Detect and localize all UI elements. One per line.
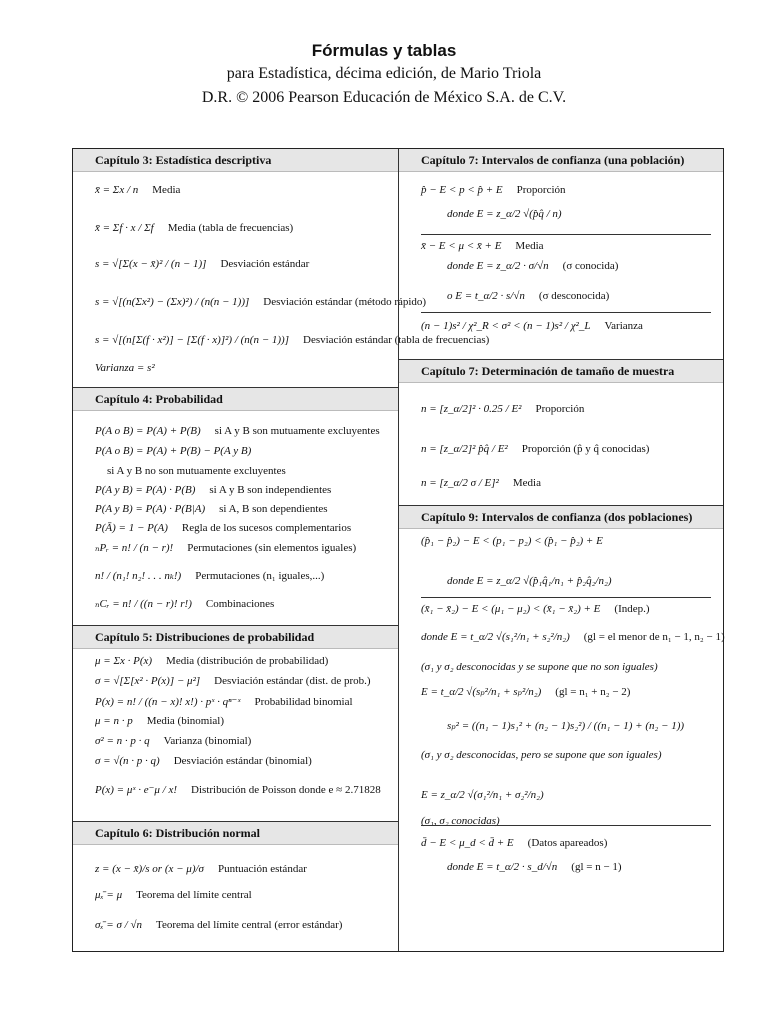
formula-label: si A, B son dependientes <box>219 503 328 515</box>
formula-line <box>95 675 392 687</box>
copyright-line: D.R. © 2006 Pearson Educación de México S.A. de C.V. <box>201 89 567 106</box>
formula-label: si A y B son mutuamente excluyentes <box>214 425 380 437</box>
formula-line <box>421 789 717 801</box>
formula-line <box>447 861 717 873</box>
formula-line <box>421 184 717 196</box>
formula-expression: σ = √(n · p · q) <box>95 755 160 767</box>
divider-rule <box>421 312 711 313</box>
divider-rule <box>421 234 711 235</box>
formula-label: Probabilidad binomial <box>254 696 353 708</box>
formula-expression: P(x) = μˣ · e⁻μ / x! <box>95 784 178 796</box>
formula-expression: P(x) = n! / ((n − x)! x!) · pˣ · qⁿ⁻ˣ <box>95 696 241 708</box>
formula-expression: o E = t_α/2 · s/√n <box>447 290 525 302</box>
formula-label: Desviación estándar (dist. de prob.) <box>214 675 371 687</box>
right-section-1 <box>399 149 723 332</box>
formula-expression: x̄ − E < μ < x̄ + E <box>421 240 502 252</box>
divider-rule <box>421 597 711 598</box>
formula-line <box>421 403 717 415</box>
formula-expression: donde E = t_α/2 √(s₁²/n₁ + s₂²/n₂) <box>421 631 570 643</box>
formula-label: Desviación estándar <box>220 258 310 270</box>
formula-line <box>95 919 392 931</box>
section-heading: Capítulo 6: Distribución normal <box>73 821 398 845</box>
formula-line <box>421 535 717 547</box>
section-heading: Capítulo 7: Intervalos de confianza (una población) <box>399 149 723 172</box>
formula-expression: E = z_α/2 √(σ₁²/n₁ + σ₂²/n₂) <box>421 789 544 801</box>
formula-expression: donde E = z_α/2 · σ/√n <box>447 260 549 272</box>
formula-line <box>447 260 717 272</box>
formula-line <box>421 603 717 615</box>
left-section-2 <box>73 387 398 610</box>
formula-line <box>95 425 392 437</box>
formula-line <box>447 575 717 587</box>
formula-label: (gl = n − 1) <box>571 861 622 873</box>
formula-expression: P(A o B) = P(A) + P(B) − P(A y B) <box>95 445 252 457</box>
formula-expression: donde E = z_α/2 √(p̂₁q̂₁/n₁ + p̂₂q̂₂/n₂) <box>447 575 612 587</box>
formula-line <box>421 661 717 673</box>
formula-line <box>421 320 717 332</box>
formula-expression: σ² = n · p · q <box>95 735 150 747</box>
document-header <box>0 40 768 110</box>
formula-label: (Indep.) <box>614 603 650 615</box>
formula-label: Proporción <box>535 403 585 415</box>
formula-label: Desviación estándar (binomial) <box>173 755 312 767</box>
formula-label: Desviación estándar (método rápido) <box>263 296 427 308</box>
formula-expression: P(A y B) = P(A) · P(B|A) <box>95 503 206 515</box>
right-section-2 <box>399 359 723 489</box>
formula-expression: s = √[(n(Σx²) − (Σx)²) / (n(n − 1))] <box>95 296 250 308</box>
formula-label: Teorema del límite central <box>136 889 252 901</box>
formula-label: Media (tabla de frecuencias) <box>167 222 294 234</box>
formula-label: Puntuación estándar <box>217 863 307 875</box>
formula-expression: z = (x − x̄)/s or (x − μ)/σ <box>95 863 204 875</box>
formula-expression: E = t_α/2 √(sₚ²/n₁ + sₚ²/n₂) <box>421 686 542 698</box>
formula-sheet-frame <box>72 148 724 952</box>
formula-label: Desviación estándar (tabla de frecuencias) <box>303 334 490 346</box>
formula-line <box>95 715 392 727</box>
formula-line <box>95 755 392 767</box>
formula-expression: (p̂₁ − p̂₂) − E < (p₁ − p₂) < (p̂₁ − p̂₂) + E <box>421 535 603 547</box>
section-heading: Capítulo 4: Probabilidad <box>73 387 398 411</box>
formula-label: (Datos apareados) <box>527 837 608 849</box>
document-title: Fórmulas y tablas <box>311 41 457 60</box>
formula-expression: n = [z_α/2 σ / E]² <box>421 477 499 489</box>
formula-expression: (σ₁, σ₂ conocidas) <box>421 815 500 827</box>
formula-label: Varianza (binomial) <box>163 735 252 747</box>
formula-line <box>95 863 392 875</box>
formula-line <box>421 749 717 761</box>
formula-expression: n = [z_α/2]² p̂q̂ / E² <box>421 443 508 455</box>
right-column <box>399 149 723 951</box>
formula-line <box>447 719 717 732</box>
formula-line <box>95 362 392 374</box>
formula-expression: x̄ = Σx / n <box>95 184 139 196</box>
formula-label: Combinaciones <box>205 598 275 610</box>
formula-line <box>421 477 717 489</box>
formula-label: Teorema del límite central (error estándar) <box>156 919 343 931</box>
formula-label: Permutaciones (sin elementos iguales) <box>187 542 357 554</box>
formula-expression: P(A o B) = P(A) + P(B) <box>95 425 201 437</box>
formula-expression: donde E = z_α/2 √(p̂q̂ / n) <box>447 208 562 220</box>
formula-expression: (n − 1)s² / χ²_R < σ² < (n − 1)s² / χ²_L <box>421 320 591 332</box>
formula-label: Proporción (p̂ y q̂ conocidas) <box>521 443 650 455</box>
formula-label: Media (distribución de probabilidad) <box>166 655 329 667</box>
formula-expression: ₙCᵣ = n! / ((n − r)! r!) <box>95 598 192 610</box>
formula-expression: sₚ² = ((n₁ − 1)s₁² + (n₂ − 1)s₂²) / ((n₁ − 1) + (n₂ − 1)) <box>447 720 685 732</box>
left-section-4 <box>73 821 398 931</box>
formula-label: Distribución de Poisson donde e ≈ 2.71828 <box>191 784 381 796</box>
formula-line <box>95 597 392 610</box>
formula-label: (σ desconocida) <box>538 290 610 302</box>
formula-label: Media (binomial) <box>146 715 224 727</box>
formula-line <box>95 569 392 582</box>
formula-expression: P(Ā) = 1 − P(A) <box>95 522 168 534</box>
formula-expression: σ = √[Σ[x² · P(x)] − μ²] <box>95 675 201 687</box>
formula-expression: p̂ − E < p < p̂ + E <box>421 184 503 196</box>
formula-expression: d̄ − E < μ_d < d̄ + E <box>421 837 514 849</box>
document-subtitle: para Estadística, décima edición, de Mario Triola <box>226 65 542 82</box>
formula-line <box>421 240 717 252</box>
formula-expression: donde E = t_α/2 · s_d/√n <box>447 861 558 873</box>
formula-expression: (x̄₁ − x̄₂) − E < (μ₁ − μ₂) < (x̄₁ − x̄₂) + E <box>421 603 601 615</box>
formula-line <box>421 443 717 455</box>
formula-expression: μₓ̄ = μ <box>95 889 123 901</box>
formula-expression: n! / (n₁! n₂! . . . nₖ!) <box>95 570 182 582</box>
formula-expression: n = [z_α/2]² · 0.25 / E² <box>421 403 522 415</box>
formula-label: Media <box>515 240 544 252</box>
formula-label: (gl = el menor de n₁ − 1, n₂ − 1) <box>583 631 725 643</box>
formula-label: si A y B no son mutuamente excluyentes <box>107 465 286 477</box>
formula-label: Proporción <box>516 184 566 196</box>
formula-line <box>95 783 392 796</box>
formula-label: (gl = n₁ + n₂ − 2) <box>555 686 631 698</box>
formula-line <box>95 184 392 196</box>
section-heading: Capítulo 3: Estadística descriptiva <box>73 149 398 172</box>
formula-expression: ₙPᵣ = n! / (n − r)! <box>95 542 174 554</box>
formula-line <box>95 334 490 346</box>
formula-line <box>107 465 392 477</box>
formula-line <box>95 655 392 667</box>
formula-expression: P(A y B) = P(A) · P(B) <box>95 484 196 496</box>
formula-expression: (σ₁ y σ₂ desconocidas, pero se supone que son iguales) <box>421 749 662 761</box>
formula-expression: σₓ̄ = σ / √n <box>95 919 142 931</box>
formula-line <box>95 296 427 308</box>
formula-label: (σ conocida) <box>562 260 619 272</box>
formula-line <box>421 685 717 698</box>
right-section-3 <box>399 505 725 873</box>
formula-line <box>95 541 392 554</box>
divider-rule <box>421 825 711 826</box>
formula-label: Media <box>152 184 181 196</box>
formula-line <box>95 503 392 515</box>
section-heading: Capítulo 7: Determinación de tamaño de muestra <box>399 359 723 383</box>
formula-line <box>95 222 392 234</box>
formula-line <box>95 889 392 901</box>
formula-label: Permutaciones (n₁ iguales,...) <box>195 570 325 582</box>
section-heading: Capítulo 9: Intervalos de confianza (dos poblaciones) <box>399 505 723 529</box>
formula-expression: μ = Σx · P(x) <box>95 655 153 667</box>
formula-line <box>421 837 717 849</box>
formula-line <box>95 445 392 457</box>
formula-line <box>95 522 392 534</box>
formula-expression: μ = n · p <box>95 715 133 727</box>
formula-line <box>421 631 725 643</box>
formula-line <box>95 484 392 496</box>
formula-line <box>447 208 717 220</box>
left-section-3 <box>73 625 398 796</box>
formula-expression: (σ₁ y σ₂ desconocidas y se supone que no son iguales) <box>421 661 658 673</box>
formula-label: Varianza <box>604 320 643 332</box>
formula-line <box>95 695 392 708</box>
formula-label: Regla de los sucesos complementarios <box>181 522 352 534</box>
formula-expression: x̄ = Σf · x / Σf <box>95 222 154 234</box>
section-heading: Capítulo 5: Distribuciones de probabilidad <box>73 625 398 649</box>
formula-label: Media <box>512 477 541 489</box>
formula-expression: s = √[(n[Σ(f · x²)] − [Σ(f · x)]²) / (n(n − 1))] <box>95 334 290 346</box>
formula-label: si A y B son independientes <box>209 484 332 496</box>
formula-expression: s = √[Σ(x − x̄)² / (n − 1)] <box>95 258 207 270</box>
formula-line <box>447 290 717 302</box>
formula-line <box>95 735 392 747</box>
formula-line <box>95 258 392 270</box>
formula-expression: Varianza = s² <box>95 362 155 374</box>
